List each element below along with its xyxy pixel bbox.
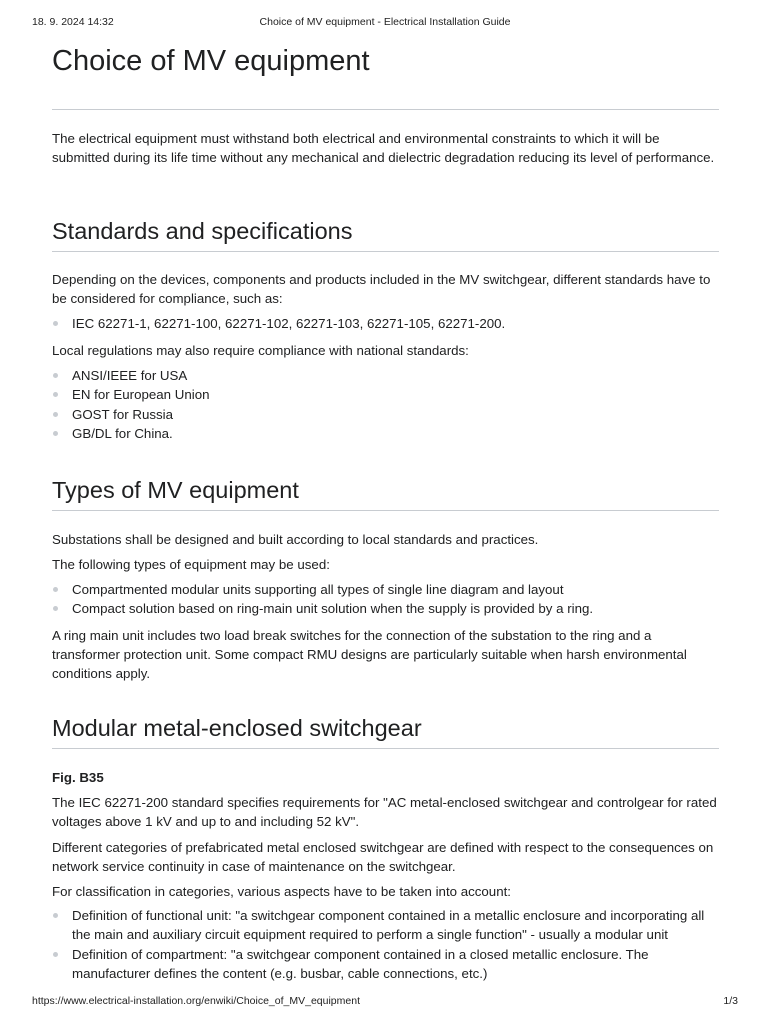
types-paragraph-2: The following types of equipment may be used: [52,557,330,572]
print-date: 18. 9. 2024 14:32 [32,16,114,28]
bullet-icon [53,431,58,436]
modular-body-3 [52,882,719,901]
types-list [52,580,719,619]
list-item: ANSI/IEEE for USA [52,366,719,385]
list-item: EN for European Union [52,385,719,404]
modular-list [52,906,719,984]
list-item: Definition of compartment: "a switchgear component contained in a closed metallic enclosure. The manufacturer defines the content (e.g. busbar, cable connections, etc.) [52,945,719,984]
modular-section [52,714,719,749]
list-item: GB/DL for China. [52,424,719,443]
types-heading: Types of MV equipment [52,477,299,503]
types-section [52,476,719,511]
types-paragraph-1: Substations shall be designed and built according to local standards and practices. [52,532,539,547]
modular-paragraph-1: The IEC 62271-200 standard specifies requirements for "AC metal-enclosed switchgear and controlgear for rated voltages above 1 kV and up to and including 52 kV". [52,795,717,829]
intro-paragraph: The electrical equipment must withstand both electrical and environmental constraints to which it will be submitted during its life time without any mechanical and dielectric degradation reducing its level of performance. [52,131,715,165]
modular-heading: Modular metal-enclosed switchgear [52,715,422,741]
figure-caption [52,768,719,787]
bullet-icon [53,587,58,592]
types-divider [52,510,719,511]
title-divider [52,109,719,110]
list-item: Definition of functional unit: "a switchgear component contained in a metallic enclosure and incorporating all the main and auxiliary circuit equipment required to perform a single function" - usually a modular unit [52,906,719,945]
list-item: GOST for Russia [52,405,719,424]
modular-paragraph-2: Different categories of prefabricated metal enclosed switchgear are defined with respect to the consequences on network service continuity in case of maintenance on the switchgear. [52,840,714,874]
print-title: Choice of MV equipment - Electrical Installation Guide [259,16,511,28]
list-item: Compact solution based on ring-main unit solution when the supply is provided by a ring. [52,599,719,618]
standards-divider [52,251,719,252]
intro-section [52,129,719,167]
bullet-icon [53,412,58,417]
standards-heading: Standards and specifications [52,218,353,244]
bullet-icon [53,392,58,397]
types-body-3 [52,626,719,683]
modular-body [52,793,719,831]
bullet-icon [53,373,58,378]
standards-body [52,270,719,308]
print-header [32,16,738,30]
bullet-icon [53,606,58,611]
standards-paragraph-1: Depending on the devices, components and products included in the MV switchgear, different standards have to be considered for compliance, such as: [52,272,711,306]
figure-label: Fig. B35 [52,770,104,785]
page-title: Choice of MV equipment [52,45,370,77]
bullet-icon [53,952,58,957]
list-item: Compartmented modular units supporting all types of single line diagram and layout [52,580,719,599]
bullet-icon [53,321,58,326]
standards-list-2 [52,366,719,444]
bullet-icon [53,913,58,918]
modular-divider [52,748,719,749]
standards-section [52,217,719,252]
types-paragraph-3: A ring main unit includes two load break switches for the connection of the substation to the ring and a transformer protection unit. Some compact RMU designs are particularly suitable when harsh environmental conditions apply. [52,628,687,681]
print-footer [32,995,738,1009]
types-body-2 [52,555,719,574]
page-number: 1/3 [723,995,738,1007]
standards-body-2 [52,341,719,360]
types-body [52,530,719,549]
standards-paragraph-2: Local regulations may also require compliance with national standards: [52,343,469,358]
modular-body-2 [52,838,719,876]
print-url: https://www.electrical-installation.org/enwiki/Choice_of_MV_equipment [32,995,360,1007]
standards-list-1 [52,314,719,333]
modular-paragraph-3: For classification in categories, various aspects have to be taken into account: [52,884,511,899]
list-item: IEC 62271-1, 62271-100, 62271-102, 62271-103, 62271-105, 62271-200. [52,314,719,333]
